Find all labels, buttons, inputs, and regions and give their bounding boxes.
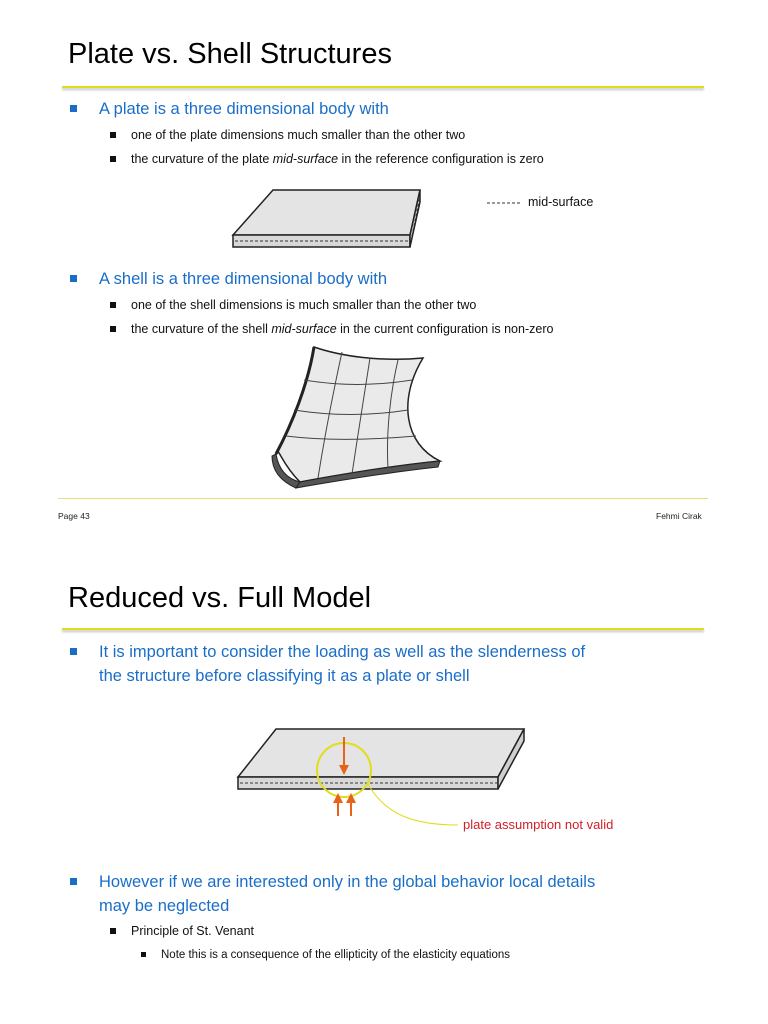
plate-assumption-callout: plate assumption not valid (463, 817, 614, 832)
bullet-text-line2: may be neglected (99, 897, 230, 915)
plate-diagram (225, 186, 425, 252)
bullet-text-line2: the structure before classifying it as a plate or shell (99, 667, 470, 685)
sub-bullet-text: Principle of St. Venant (131, 924, 254, 938)
sub-sub-bullet-text: Note this is a consequence of the ellipticity of the elasticity equations (161, 949, 511, 961)
bullet-square-icon (70, 275, 77, 282)
sub-bullet-square-icon (110, 132, 116, 138)
page-number: Page 43 (58, 511, 90, 521)
sub-bullet-text-tail: in the current configuration is non-zero (336, 322, 554, 336)
emphasis-term: mid-surface (272, 152, 339, 166)
title-rule (62, 86, 704, 88)
sub-bullet-text: the curvature of the shell (131, 322, 272, 336)
bullet-square-icon (70, 648, 77, 655)
sub-bullet-square-icon (110, 326, 116, 332)
title-rule (62, 628, 704, 630)
footer-rule (58, 498, 708, 499)
footer-author: Fehmi Cirak (656, 511, 702, 521)
sub-bullet-text-tail: in the reference configuration is zero (338, 152, 544, 166)
sub-bullet-text: one of the plate dimensions much smaller than the other two (131, 128, 466, 142)
bullet-text-line1: It is important to consider the loading as well as the slenderness of (99, 643, 586, 661)
dashed-line-legend-icon (487, 201, 523, 205)
sub-bullet-text: one of the shell dimensions is much smaller than the other two (131, 298, 477, 312)
mid-surface-legend: mid-surface (528, 195, 594, 209)
bullet-text: A shell is a three dimensional body with (99, 270, 387, 288)
bullet-text: A plate is a three dimensional body with (99, 100, 389, 118)
sub-bullet-square-icon (110, 156, 116, 162)
shell-diagram (270, 344, 446, 488)
sub-bullet-text: the curvature of the plate (131, 152, 273, 166)
sub-bullet-square-icon (110, 928, 116, 934)
slide-reduced-vs-full-model (0, 550, 768, 1024)
slide-title: Plate vs. Shell Structures (68, 38, 392, 70)
bullet-text-line1: However if we are interested only in the global behavior local details (99, 873, 596, 891)
bullet-square-icon (70, 105, 77, 112)
sub-bullet-square-icon (110, 302, 116, 308)
loaded-plate-diagram (236, 721, 656, 831)
bullet-square-icon (70, 878, 77, 885)
slide-title: Reduced vs. Full Model (68, 582, 372, 614)
emphasis-term: mid-surface (271, 322, 337, 336)
sub-sub-bullet-square-icon (141, 952, 146, 957)
